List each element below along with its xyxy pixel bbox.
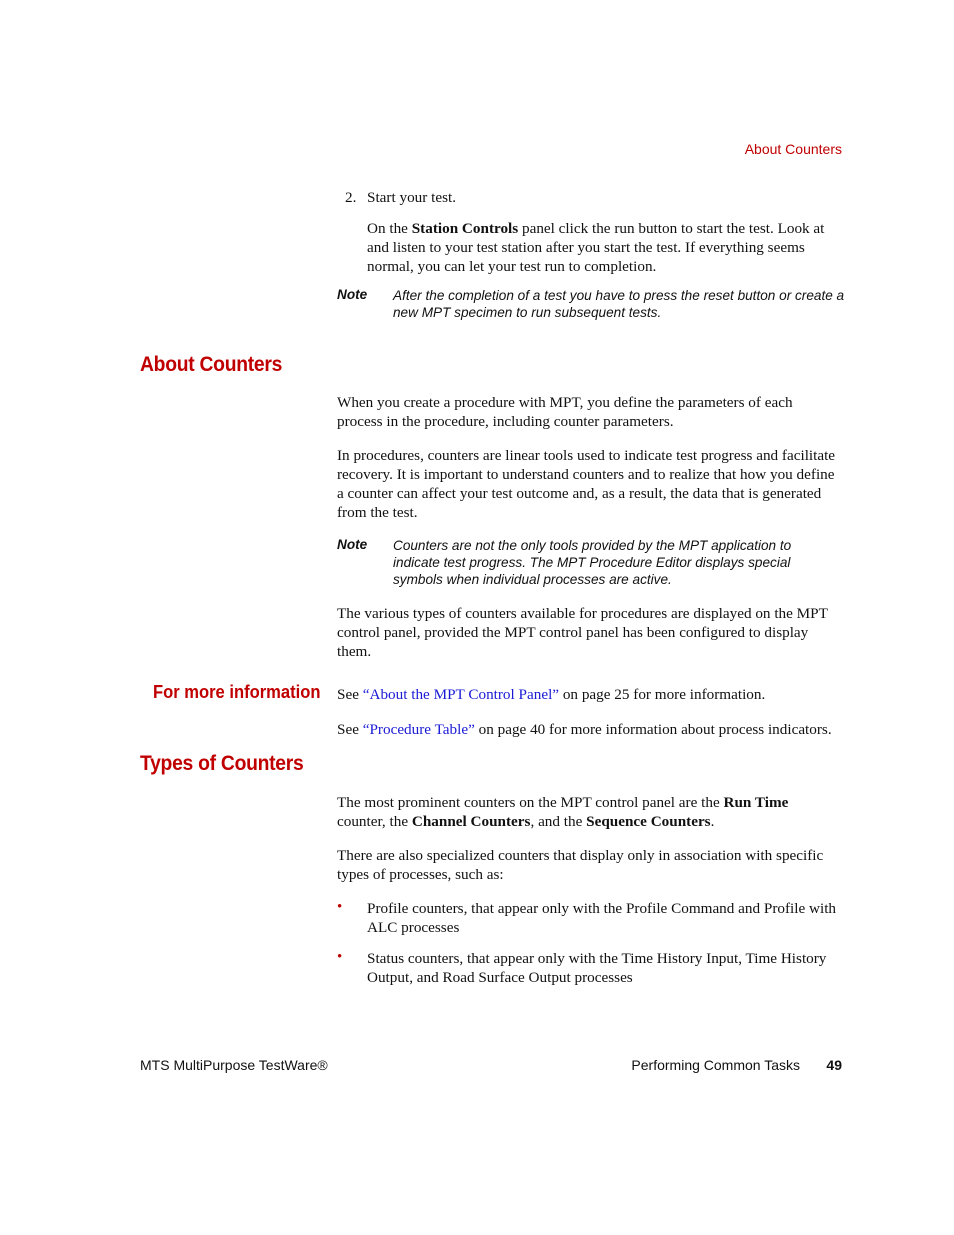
step-paragraph [367, 219, 842, 276]
section-heading-about-counters: About Counters [140, 353, 283, 376]
types-text: . [710, 813, 715, 830]
footer-chapter: Performing Common Tasks [631, 1057, 800, 1073]
types-text: , and the [530, 813, 587, 830]
channel-counters-term: Channel Counters [411, 813, 531, 830]
types-text: counter, the [337, 813, 412, 830]
subheading-for-more-information: For more information [153, 682, 321, 702]
more-info-line-2 [337, 720, 852, 739]
footer-product-name: MTS MultiPurpose TestWare® [140, 1057, 328, 1073]
bullet-icon: • [337, 949, 343, 965]
step-para-text: panel click the run button to start the test. Look at and listen to your test station after you start the test. If everything seems normal, you can let your test run to completion. [367, 220, 825, 275]
sequence-counters-term: Sequence Counters [586, 813, 711, 830]
bullet-icon: • [337, 899, 343, 915]
more-info-text: See [337, 686, 363, 703]
page-number: 49 [826, 1057, 842, 1073]
more-info-text: See [337, 721, 363, 738]
step-title: Start your test. [367, 189, 457, 206]
link-about-mpt-control-panel[interactable]: “About the MPT Control Panel” [362, 686, 560, 703]
about-paragraph-2: In procedures, counters are linear tools used to indicate test progress and facilitate recovery. It is important to understand counters and to realize that how you define a counter can affect your test outcome and, as a result, the data that is generated from the test. [337, 447, 836, 521]
more-info-line-1 [337, 685, 847, 704]
about-paragraph-3: The various types of counters available for procedures are displayed on the MPT control panel, provided the MPT control panel has been configured to display them. [337, 605, 828, 660]
section-heading-types-of-counters: Types of Counters [140, 752, 304, 775]
link-procedure-table[interactable]: “Procedure Table” [362, 721, 475, 738]
more-info-text: on page 25 for more information. [559, 686, 766, 703]
note-text: Counters are not the only tools provided by the MPT application to indicate test progress. The MPT Procedure Editor displays special symbols when individual processes are active. [393, 538, 792, 587]
note-label: Note [337, 537, 368, 552]
step-para-text: On the [367, 220, 412, 237]
about-paragraph-1: When you create a procedure with MPT, you define the parameters of each process in the procedure, including counter parameters. [337, 394, 793, 430]
note-label: Note [337, 287, 368, 302]
station-controls-term: Station Controls [411, 220, 519, 237]
run-time-term: Run Time [723, 794, 789, 811]
types-text: The most prominent counters on the MPT control panel are the [337, 794, 724, 811]
note-text: After the completion of a test you have to press the reset button or create a new MPT specimen to run subsequent tests. [393, 288, 845, 320]
list-item: Status counters, that appear only with the Time History Input, Time History Output, and Road Surface Output processes [367, 950, 827, 986]
more-info-text: on page 40 for more information about process indicators. [474, 721, 832, 738]
step-number: 2. [345, 189, 357, 206]
types-paragraph-2: There are also specialized counters that display only in association with specific types of processes, such as: [337, 847, 824, 883]
types-paragraph-1 [337, 793, 817, 831]
running-header: About Counters [744, 141, 842, 157]
list-item: Profile counters, that appear only with the Profile Command and Profile with ALC processes [367, 900, 837, 936]
